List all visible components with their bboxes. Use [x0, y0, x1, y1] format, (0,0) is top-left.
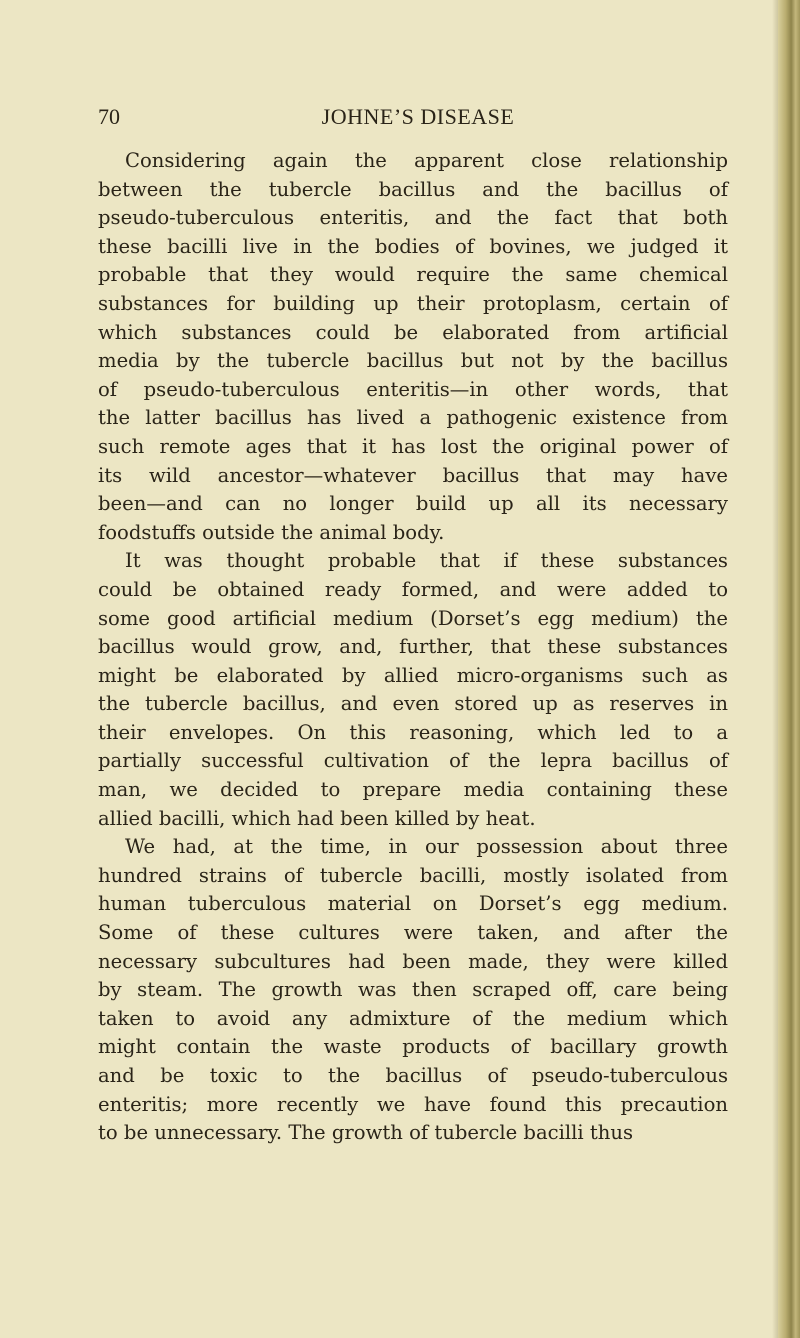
text-line: It was thought probable that if these substances [125, 549, 728, 573]
text-line: probable that they would require the same chemical [98, 263, 728, 287]
text-line: its wild ancestor—whatever bacillus that may have [98, 463, 728, 487]
text-line: might contain the waste products of bacillary growth [98, 1035, 728, 1059]
text-line: taken to avoid any admixture of the medium which [98, 1006, 728, 1030]
text-line: media by the tubercle bacillus but not by the bacillus [98, 349, 728, 373]
text-line: pseudo-tuberculous enteritis, and the fact that both [98, 206, 728, 230]
body-text [98, 147, 728, 1148]
text-line: bacillus would grow, and, further, that these substances [98, 635, 728, 659]
text-line: by steam. The growth was then scraped off, care being [98, 978, 728, 1002]
text-line: of pseudo-tuberculous enteritis—in other words, that [98, 377, 728, 401]
text-line: some good artificial medium (Dorset’s egg medium) the [98, 606, 728, 630]
text-line: these bacilli live in the bodies of bovines, we judged it [98, 234, 728, 258]
text-line: substances for building up their protoplasm, certain of [98, 291, 728, 315]
text-line: to be unnecessary. The growth of tubercle bacilli thus [98, 1121, 634, 1145]
text-line: hundred strains of tubercle bacilli, mostly isolated from [98, 863, 728, 887]
book-edge [778, 0, 800, 1338]
text-line: allied bacilli, which had been killed by heat. [98, 806, 536, 830]
running-title: JOHNE’S DISEASE [321, 104, 515, 129]
text-line: the latter bacillus has lived a pathogenic existence from [98, 406, 728, 430]
text-line: between the tubercle bacillus and the bacillus of [98, 177, 728, 201]
text-line: enteritis; more recently we have found this precaution [98, 1092, 728, 1116]
text-line: could be obtained ready formed, and were added to [98, 577, 728, 601]
text-line: might be elaborated by allied micro-organisms such as [98, 663, 728, 687]
text-line: human tuberculous material on Dorset’s egg medium. [98, 892, 728, 916]
text-line: Some of these cultures were taken, and after the [98, 921, 728, 945]
text-line: such remote ages that it has lost the original power of [98, 434, 728, 458]
page-number: 70 [98, 104, 120, 129]
text-line: We had, at the time, in our possession about three [125, 835, 728, 859]
text-line: partially successful cultivation of the lepra bacillus of [98, 749, 728, 773]
text-line: which substances could be elaborated from artificial [98, 320, 728, 344]
text-line: the tubercle bacillus, and even stored up as reserves in [98, 692, 728, 716]
text-line: foodstuffs outside the animal body. [98, 520, 445, 544]
text-line: man, we decided to prepare media containing these [98, 778, 728, 802]
text-line: necessary subcultures had been made, they were killed [98, 949, 728, 973]
running-header [98, 104, 738, 134]
text-line: been—and can no longer build up all its necessary [98, 492, 728, 516]
text-line: their envelopes. On this reasoning, which led to a [98, 720, 728, 744]
text-line: Considering again the apparent close relationship [125, 149, 728, 172]
text-line: and be toxic to the bacillus of pseudo-tuberculous [98, 1064, 728, 1087]
